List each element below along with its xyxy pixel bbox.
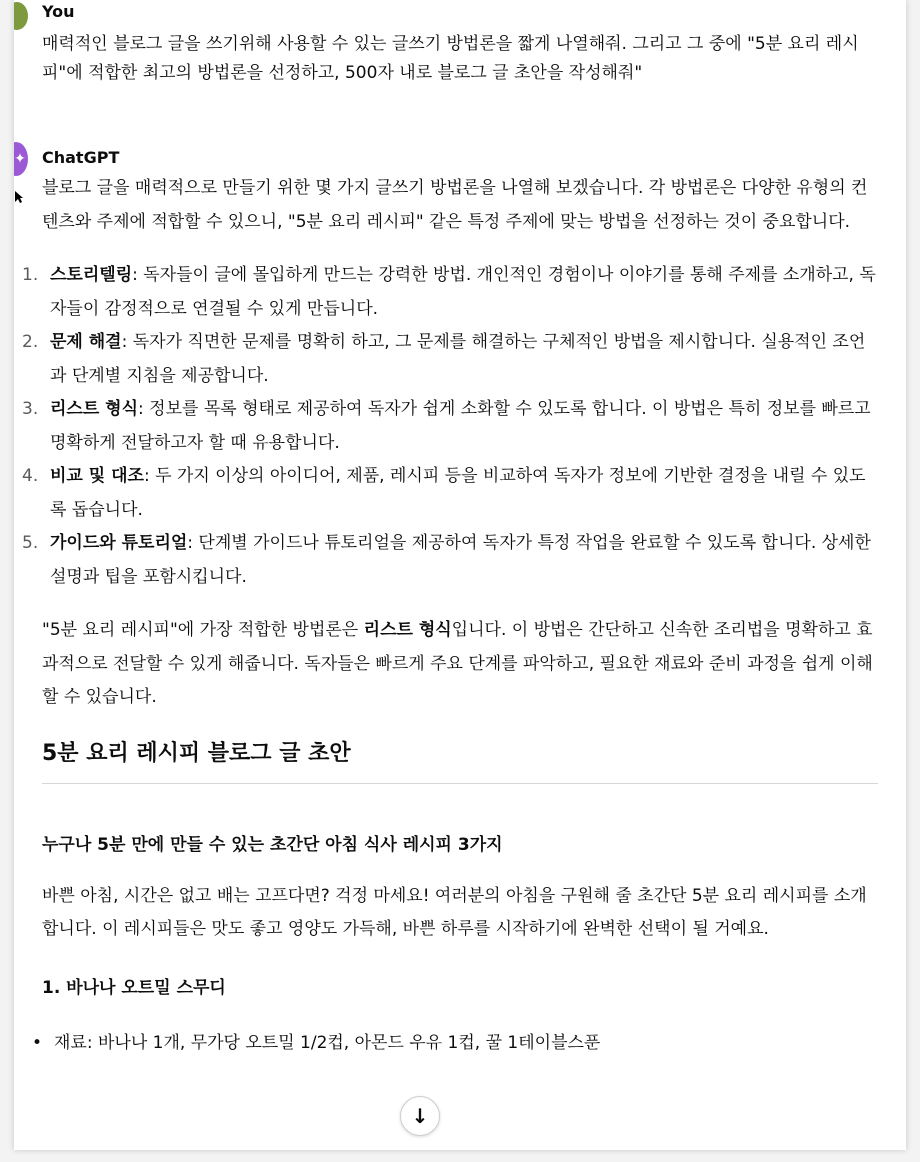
summary-paragraph: "5분 요리 레시피"에 가장 적합한 방법론은 리스트 형식입니다. 이 방법은 간단하고 신속한 조리법을 명확하고 효과적으로 전달할 수 있게 해줍니다. 독자들은 빠르게 주요 단계를 파악하고, 필요한 재료와 준비 과정을 쉽게 이해할 수 있습니다. bbox=[42, 620, 873, 707]
recipe-ingredients: • 재료: 바나나 1개, 무가당 오트밀 1/2컵, 아몬드 우유 1컵, 꿀 1테이블스푼 bbox=[42, 1027, 878, 1061]
intro-paragraph: 블로그 글을 매력적으로 만들기 위한 몇 가지 글쓰기 방법론을 나열해 보겠습니다. 각 방법론은 다양한 유형의 컨텐츠와 주제에 적합할 수 있으니, "5분 요리 레시피" 같은 특정 주제에 맞는 방법을 선정하는 것이 중요합니다. bbox=[42, 178, 868, 232]
list-item: 3. 리스트 형식: 정보를 목록 형태로 제공하여 독자가 쉽게 소화할 수 있도록 합니다. 이 방법은 특히 정보를 빠르고 명확하게 전달하고자 할 때 유용합니다. bbox=[22, 399, 871, 453]
draft-heading: 5분 요리 레시피 블로그 글 초안 bbox=[42, 737, 878, 784]
list-item: 1. 스토리텔링: 독자들이 글에 몰입하게 만드는 강력한 방법. 개인적인 경험이나 이야기를 통해 주제를 소개하고, 독자들이 감정적으로 연결될 수 있게 만듭니다. bbox=[22, 265, 876, 319]
methods-list bbox=[22, 259, 878, 594]
list-item: 5. 가이드와 튜토리얼: 단계별 가이드나 튜토리얼을 제공하여 독자가 특정 작업을 완료할 수 있도록 합니다. 상세한 설명과 팁을 포함시킵니다. bbox=[22, 533, 871, 587]
chatgpt-logo-icon: ✦ bbox=[14, 151, 26, 167]
arrow-down-icon: ↓ bbox=[411, 1104, 429, 1128]
user-message: 매력적인 블로그 글을 쓰기위해 사용할 수 있는 글쓰기 방법론을 짧게 나열해줘. 그리고 그 중에 "5분 요리 레시피"에 적합한 최고의 방법론을 선정하고, 500자 내로 블로그 글 초안을 작성해줘" bbox=[42, 34, 859, 83]
mouse-cursor-icon bbox=[14, 190, 24, 204]
chatgpt-avatar bbox=[14, 142, 28, 176]
list-item: 2. 문제 해결: 독자가 직면한 문제를 명확히 하고, 그 문제를 해결하는 구체적인 방법을 제시합니다. 실용적인 조언과 단계별 지침을 제공합니다. bbox=[22, 332, 866, 386]
assistant-name: ChatGPT bbox=[42, 148, 120, 167]
user-avatar bbox=[14, 2, 28, 30]
post-intro: 바쁜 아침, 시간은 없고 배는 고프다면? 걱정 마세요! 여러분의 아침을 구원해 줄 초간단 5분 요리 레시피를 소개합니다. 이 레시피들은 맛도 좋고 영양도 가득해, 바쁜 하루를 시작하기에 완벽한 선택이 될 거예요. bbox=[42, 885, 867, 939]
list-item: 4. 비교 및 대조: 두 가지 이상의 아이디어, 제품, 레시피 등을 비교하여 독자가 정보에 기반한 결정을 내릴 수 있도록 돕습니다. bbox=[22, 466, 866, 520]
user-name: You bbox=[42, 2, 75, 21]
assistant-message bbox=[22, 172, 878, 1060]
post-title: 누구나 5분 만에 만들 수 있는 초간단 아침 식사 레시피 3가지 bbox=[42, 834, 503, 855]
recipe-title: 1. 바나나 오트밀 스무디 bbox=[42, 977, 226, 998]
chat-panel bbox=[14, 0, 906, 1150]
scroll-down-button[interactable] bbox=[400, 1096, 440, 1136]
